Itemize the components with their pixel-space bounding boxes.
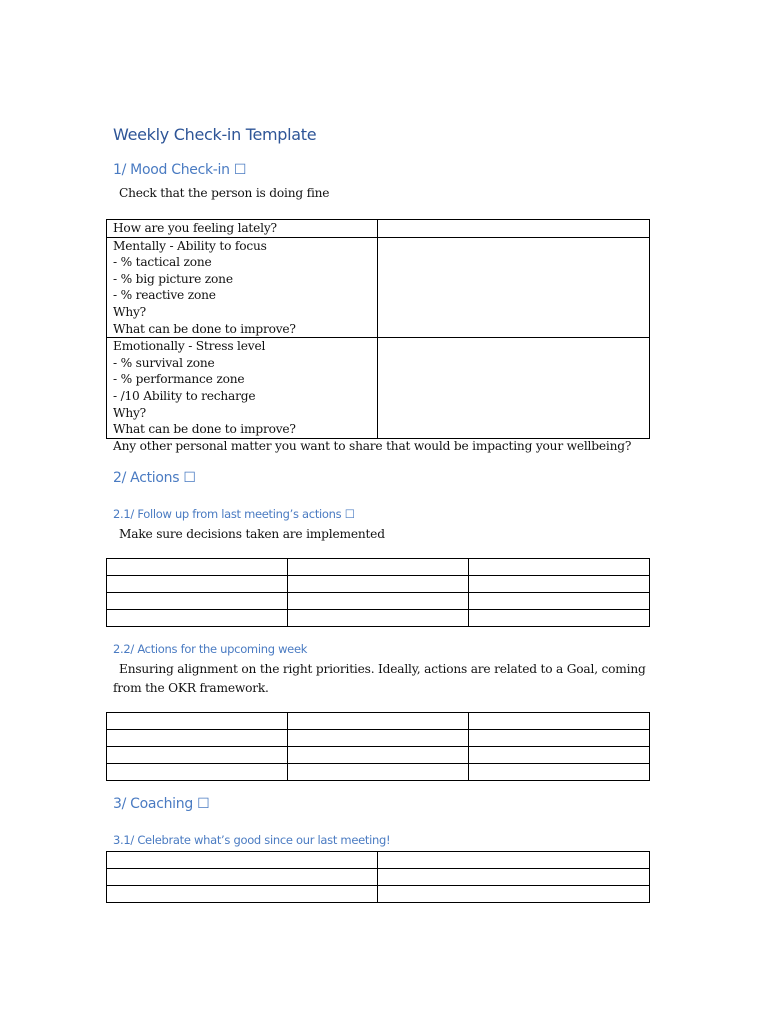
table-cell[interactable] (469, 610, 650, 627)
table-cell[interactable] (107, 869, 378, 886)
question-line: Emotionally - Stress level (113, 339, 266, 354)
table-row (107, 220, 650, 238)
question-line: Mentally - Ability to focus (113, 238, 267, 253)
question-line: What can be done to improve? (113, 321, 296, 336)
table-cell[interactable] (288, 747, 469, 764)
upcoming-actions-table (106, 712, 650, 781)
table-cell[interactable] (378, 886, 650, 903)
answer-cell[interactable] (378, 338, 650, 439)
answer-cell[interactable] (378, 220, 650, 238)
table-cell[interactable] (469, 713, 650, 730)
table-row (107, 730, 650, 747)
question-cell (107, 237, 378, 338)
question-line: What can be done to improve? (113, 422, 296, 437)
table-cell[interactable] (107, 576, 288, 593)
other-matter-prompt: Any other personal matter you want to share that would be impacting your wellbeing? (113, 439, 632, 453)
table-cell[interactable] (107, 730, 288, 747)
table-row (107, 747, 650, 764)
coaching-heading: 3/ Coaching ☐ (113, 796, 210, 812)
table-cell[interactable] (288, 764, 469, 781)
table-cell[interactable] (469, 559, 650, 576)
table-cell[interactable] (107, 713, 288, 730)
question-line: How are you feeling lately? (113, 221, 277, 235)
table-cell[interactable] (469, 593, 650, 610)
mood-checkin-table (106, 219, 650, 439)
table-row (107, 852, 650, 869)
table-cell[interactable] (107, 610, 288, 627)
question-cell (107, 338, 378, 439)
table-cell[interactable] (107, 852, 378, 869)
celebrate-heading: 3.1/ Celebrate what’s good since our last meeting! (113, 833, 391, 847)
table-row (107, 338, 650, 439)
celebrate-table (106, 851, 650, 903)
table-cell[interactable] (469, 576, 650, 593)
table-cell[interactable] (469, 764, 650, 781)
question-line: - % tactical zone (113, 255, 212, 270)
upcoming-actions-intro-line2: from the OKR framework. (113, 681, 269, 695)
table-cell[interactable] (288, 576, 469, 593)
table-cell[interactable] (288, 730, 469, 747)
table-cell[interactable] (288, 593, 469, 610)
upcoming-actions-heading: 2.2/ Actions for the upcoming week (113, 642, 308, 656)
mood-checkin-intro: Check that the person is doing fine (119, 186, 330, 200)
question-line: - % performance zone (113, 372, 245, 387)
table-cell[interactable] (107, 593, 288, 610)
follow-up-table (106, 558, 650, 627)
table-row (107, 713, 650, 730)
table-cell[interactable] (378, 869, 650, 886)
table-row (107, 869, 650, 886)
table-cell[interactable] (378, 852, 650, 869)
table-cell[interactable] (107, 886, 378, 903)
follow-up-heading: 2.1/ Follow up from last meeting’s actions ☐ (113, 507, 355, 521)
table-cell[interactable] (107, 747, 288, 764)
table-row (107, 610, 650, 627)
question-cell (107, 220, 378, 238)
table-cell[interactable] (107, 764, 288, 781)
follow-up-intro: Make sure decisions taken are implemented (119, 527, 385, 541)
table-row (107, 237, 650, 338)
question-line: Why? (113, 405, 146, 420)
question-line: - % reactive zone (113, 288, 216, 303)
document-title: Weekly Check-in Template (113, 125, 317, 144)
table-cell[interactable] (288, 559, 469, 576)
table-row (107, 559, 650, 576)
table-cell[interactable] (288, 610, 469, 627)
question-line: - % survival zone (113, 355, 215, 370)
table-cell[interactable] (107, 559, 288, 576)
table-row (107, 886, 650, 903)
question-line: - /10 Ability to recharge (113, 388, 256, 403)
table-cell[interactable] (288, 713, 469, 730)
question-line: - % big picture zone (113, 271, 233, 286)
table-row (107, 576, 650, 593)
table-cell[interactable] (469, 730, 650, 747)
table-cell[interactable] (469, 747, 650, 764)
mood-checkin-heading: 1/ Mood Check-in ☐ (113, 162, 247, 178)
upcoming-actions-intro-line1: Ensuring alignment on the right priorities. Ideally, actions are related to a Goal, coming (119, 662, 646, 676)
actions-heading: 2/ Actions ☐ (113, 470, 196, 486)
question-line: Why? (113, 304, 146, 319)
answer-cell[interactable] (378, 237, 650, 338)
table-row (107, 593, 650, 610)
table-row (107, 764, 650, 781)
